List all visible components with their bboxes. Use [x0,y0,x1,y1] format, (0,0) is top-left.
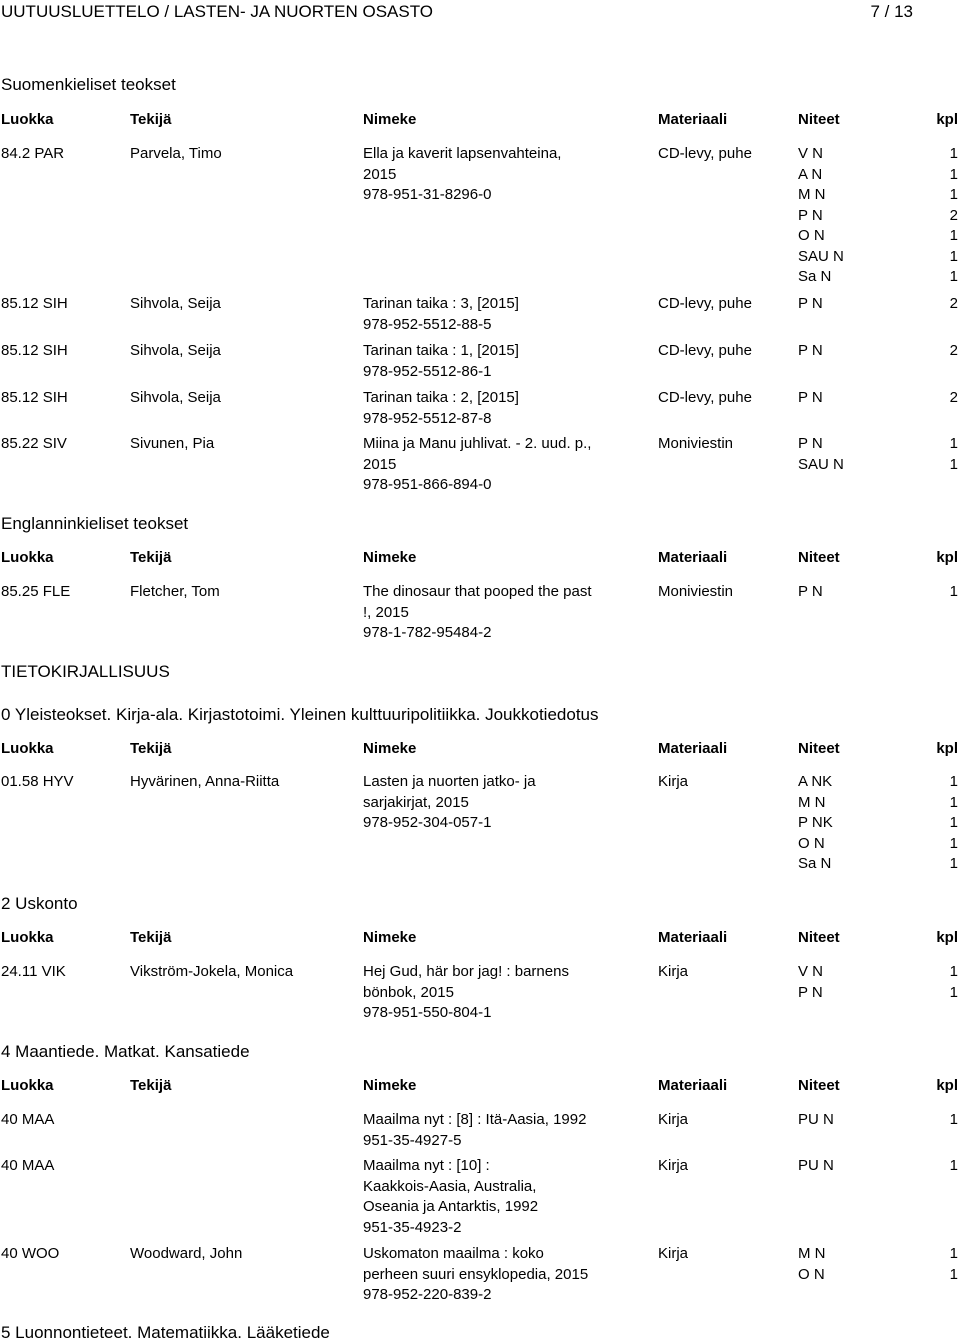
cell-luokka: 85.12 SIH [1,342,68,359]
kpl-line: 2 [949,295,958,312]
nimeke-line: Tarinan taika : 2, [2015] [363,389,519,406]
cell-niteet [798,294,888,315]
col-header-materiaali: Materiaali [658,1077,728,1094]
nimeke-line: bönbok, 2015 [363,983,454,1001]
cell-tekija: Woodward, John [130,1245,243,1262]
niteet-line: M N [798,186,826,203]
section-title: 5 Luonnontieteet. Matematiikka. Lääketiede [1,1323,330,1342]
cell-niteet [798,1244,888,1285]
cell-luokka: 40 MAA [1,1111,55,1128]
nimeke-line: Kaakkois-Aasia, Australia, [363,1177,537,1195]
cell-luokka: 85.22 SIV [1,435,67,452]
cell-niteet [798,434,888,475]
kpl-line: 1 [949,1245,958,1262]
niteet-line: O N [798,227,825,244]
niteet-line: Sa N [798,268,832,285]
col-header-nimeke: Nimeke [363,1077,417,1094]
cell-kpl [900,1156,958,1177]
col-header-kpl: kpl [936,929,958,946]
nimeke-line: Ella ja kaverit lapsenvahteina, [363,145,562,162]
cell-tekija: Fletcher, Tom [130,583,220,600]
kpl-line: 1 [949,247,958,265]
col-header-luokka: Luokka [1,740,54,757]
niteet-line: PU N [798,1157,834,1174]
kpl-line: 1 [949,793,958,811]
col-header-kpl: kpl [936,1077,958,1094]
table-header [0,739,960,760]
section-title: 0 Yleisteokset. Kirja-ala. Kirjastotoimi. Yleinen kulttuuripolitiikka. Joukkotiedotus [1,705,599,724]
cell-nimeke [363,962,653,1024]
cell-tekija: Parvela, Timo [130,145,222,162]
section-title: TIETOKIRJALLISUUS [1,662,170,681]
cell-materiaali: CD-levy, puhe [658,145,752,162]
col-header-kpl: kpl [936,549,958,566]
section-title: Suomenkieliset teokset [1,75,176,94]
cell-kpl [900,1244,958,1285]
niteet-line: SAU N [798,455,844,473]
nimeke-line: perheen suuri ensyklopedia, 2015 [363,1265,589,1283]
page-header [0,0,960,23]
col-header-materiaali: Materiaali [658,929,728,946]
col-header-nimeke: Nimeke [363,929,417,946]
document-title: UUTUUSLUETTELO / LASTEN- JA NUORTEN OSASTO [1,2,434,21]
col-header-niteet: Niteet [798,111,840,128]
nimeke-line: 978-951-31-8296-0 [363,186,492,203]
niteet-line: P N [798,983,823,1001]
nimeke-line: 978-952-304-057-1 [363,814,492,831]
niteet-line: P N [798,435,823,452]
col-header-nimeke: Nimeke [363,740,417,757]
section-title: 2 Uskonto [1,894,78,913]
col-header-niteet: Niteet [798,1077,840,1094]
cell-kpl [900,434,958,475]
col-header-kpl: kpl [936,111,958,128]
niteet-line: P NK [798,814,833,831]
kpl-line: 1 [949,773,958,790]
kpl-line: 2 [949,342,958,359]
cell-kpl [900,962,958,1003]
cell-luokka: 84.2 PAR [1,145,65,162]
nimeke-line: Tarinan taika : 3, [2015] [363,295,519,312]
kpl-line: 1 [949,855,958,872]
col-header-materiaali: Materiaali [658,111,728,128]
kpl-line: 1 [949,165,958,183]
nimeke-line: Uskomaton maailma : koko [363,1245,544,1262]
cell-nimeke [363,144,653,206]
nimeke-line: 978-952-220-839-2 [363,1286,492,1303]
cell-materiaali: Kirja [658,963,689,980]
col-header-niteet: Niteet [798,929,840,946]
col-header-tekija: Tekijä [130,549,172,566]
col-header-luokka: Luokka [1,549,54,566]
cell-tekija: Sihvola, Seija [130,389,221,406]
col-header-tekija: Tekijä [130,929,172,946]
cell-materiaali: Kirja [658,1157,689,1174]
cell-niteet [798,388,888,409]
niteet-line: Sa N [798,855,832,872]
col-header-niteet: Niteet [798,549,840,566]
nimeke-line: 978-952-5512-86-1 [363,362,492,380]
cell-luokka: 24.11 VIK [1,963,66,980]
table-header [0,928,960,949]
kpl-line: 1 [949,814,958,831]
niteet-line: O N [798,1265,825,1283]
col-header-luokka: Luokka [1,111,54,128]
cell-materiaali: Kirja [658,1245,689,1262]
table-header [0,1076,960,1097]
cell-materiaali: Kirja [658,773,689,790]
cell-luokka: 40 MAA [1,1157,55,1174]
kpl-line: 1 [949,145,958,162]
cell-kpl [900,772,958,875]
nimeke-line: 978-951-866-894-0 [363,476,492,493]
cell-niteet [798,772,888,875]
nimeke-line: 951-35-4923-2 [363,1218,462,1236]
cell-nimeke [363,341,653,382]
niteet-line: O N [798,834,825,852]
col-header-materiaali: Materiaali [658,740,728,757]
niteet-line: V N [798,963,824,980]
nimeke-line: Maailma nyt : [8] : Itä-Aasia, 1992 [363,1111,587,1128]
niteet-line: PU N [798,1111,834,1128]
nimeke-line: !, 2015 [363,603,409,621]
section-title: Englanninkieliset teokset [1,514,189,533]
kpl-line: 1 [949,963,958,980]
col-header-luokka: Luokka [1,929,54,946]
kpl-line: 1 [949,983,958,1001]
kpl-line: 1 [949,1265,958,1283]
col-header-luokka: Luokka [1,1077,54,1094]
niteet-line: M N [798,793,826,811]
niteet-line: P N [798,342,823,359]
cell-niteet [798,1110,888,1131]
cell-nimeke [363,294,653,335]
cell-niteet [798,1156,888,1177]
nimeke-line: 978-951-550-804-1 [363,1004,492,1021]
col-header-nimeke: Nimeke [363,549,417,566]
nimeke-line: 951-35-4927-5 [363,1131,462,1149]
cell-niteet [798,582,888,603]
cell-nimeke [363,1244,653,1306]
nimeke-line: Hej Gud, här bor jag! : barnens [363,963,569,980]
cell-luokka: 40 WOO [1,1245,60,1262]
niteet-line: P N [798,206,823,224]
kpl-line: 1 [949,227,958,244]
cell-niteet [798,144,888,288]
kpl-line: 2 [949,206,958,224]
kpl-line: 1 [949,455,958,473]
niteet-line: P N [798,295,823,312]
col-header-kpl: kpl [936,740,958,757]
page-number: 7 / 13 [870,2,913,21]
col-header-tekija: Tekijä [130,1077,172,1094]
cell-tekija: Sivunen, Pia [130,435,215,452]
cell-tekija: Hyvärinen, Anna-Riitta [130,773,280,790]
cell-kpl [900,582,958,603]
cell-nimeke [363,772,653,834]
cell-kpl [900,1110,958,1131]
niteet-line: V N [798,145,824,162]
col-header-nimeke: Nimeke [363,111,417,128]
section-title: 4 Maantiede. Matkat. Kansatiede [1,1042,250,1061]
kpl-line: 1 [949,583,958,600]
col-header-tekija: Tekijä [130,740,172,757]
niteet-line: A NK [798,773,833,790]
cell-luokka: 85.25 FLE [1,583,71,600]
cell-kpl [900,144,958,288]
cell-nimeke [363,434,653,496]
cell-luokka: 85.12 SIH [1,295,68,312]
cell-tekija: Sihvola, Seija [130,342,221,359]
nimeke-line: Oseania ja Antarktis, 1992 [363,1198,539,1215]
nimeke-line: 2015 [363,455,397,473]
kpl-line: 1 [949,1157,958,1174]
cell-nimeke [363,1110,653,1151]
kpl-line: 1 [949,834,958,852]
niteet-line: SAU N [798,247,844,265]
nimeke-line: Tarinan taika : 1, [2015] [363,342,519,359]
cell-niteet [798,962,888,1003]
cell-materiaali: Kirja [658,1111,689,1128]
table-header [0,548,960,569]
nimeke-line: Maailma nyt : [10] : [363,1157,490,1174]
kpl-line: 1 [949,1111,958,1128]
cell-luokka: 01.58 HYV [1,773,74,790]
nimeke-line: The dinosaur that pooped the past [363,583,592,600]
col-header-niteet: Niteet [798,740,840,757]
nimeke-line: 978-1-782-95484-2 [363,624,492,641]
cell-materiaali: CD-levy, puhe [658,342,752,359]
kpl-line: 1 [949,268,958,285]
cell-kpl [900,341,958,362]
cell-nimeke [363,1156,653,1238]
kpl-line: 1 [949,435,958,452]
nimeke-line: Lasten ja nuorten jatko- ja [363,773,536,790]
cell-tekija: Vikström-Jokela, Monica [130,963,294,980]
nimeke-line: 2015 [363,165,397,183]
cell-kpl [900,388,958,409]
cell-kpl [900,294,958,315]
kpl-line: 2 [949,389,958,406]
nimeke-line: Miina ja Manu juhlivat. - 2. uud. p., [363,435,592,452]
nimeke-line: sarjakirjat, 2015 [363,793,469,811]
niteet-line: M N [798,1245,826,1262]
niteet-line: P N [798,389,823,406]
kpl-line: 1 [949,186,958,203]
col-header-materiaali: Materiaali [658,549,728,566]
cell-nimeke [363,582,653,644]
cell-niteet [798,341,888,362]
cell-nimeke [363,388,653,429]
cell-luokka: 85.12 SIH [1,389,68,406]
cell-materiaali: Moniviestin [658,435,734,452]
table-header [0,110,960,131]
col-header-tekija: Tekijä [130,111,172,128]
nimeke-line: 978-952-5512-88-5 [363,315,492,333]
cell-materiaali: CD-levy, puhe [658,295,752,312]
cell-materiaali: CD-levy, puhe [658,389,752,406]
cell-tekija: Sihvola, Seija [130,295,221,312]
cell-materiaali: Moniviestin [658,583,734,600]
niteet-line: P N [798,583,823,600]
nimeke-line: 978-952-5512-87-8 [363,409,492,427]
niteet-line: A N [798,165,823,183]
